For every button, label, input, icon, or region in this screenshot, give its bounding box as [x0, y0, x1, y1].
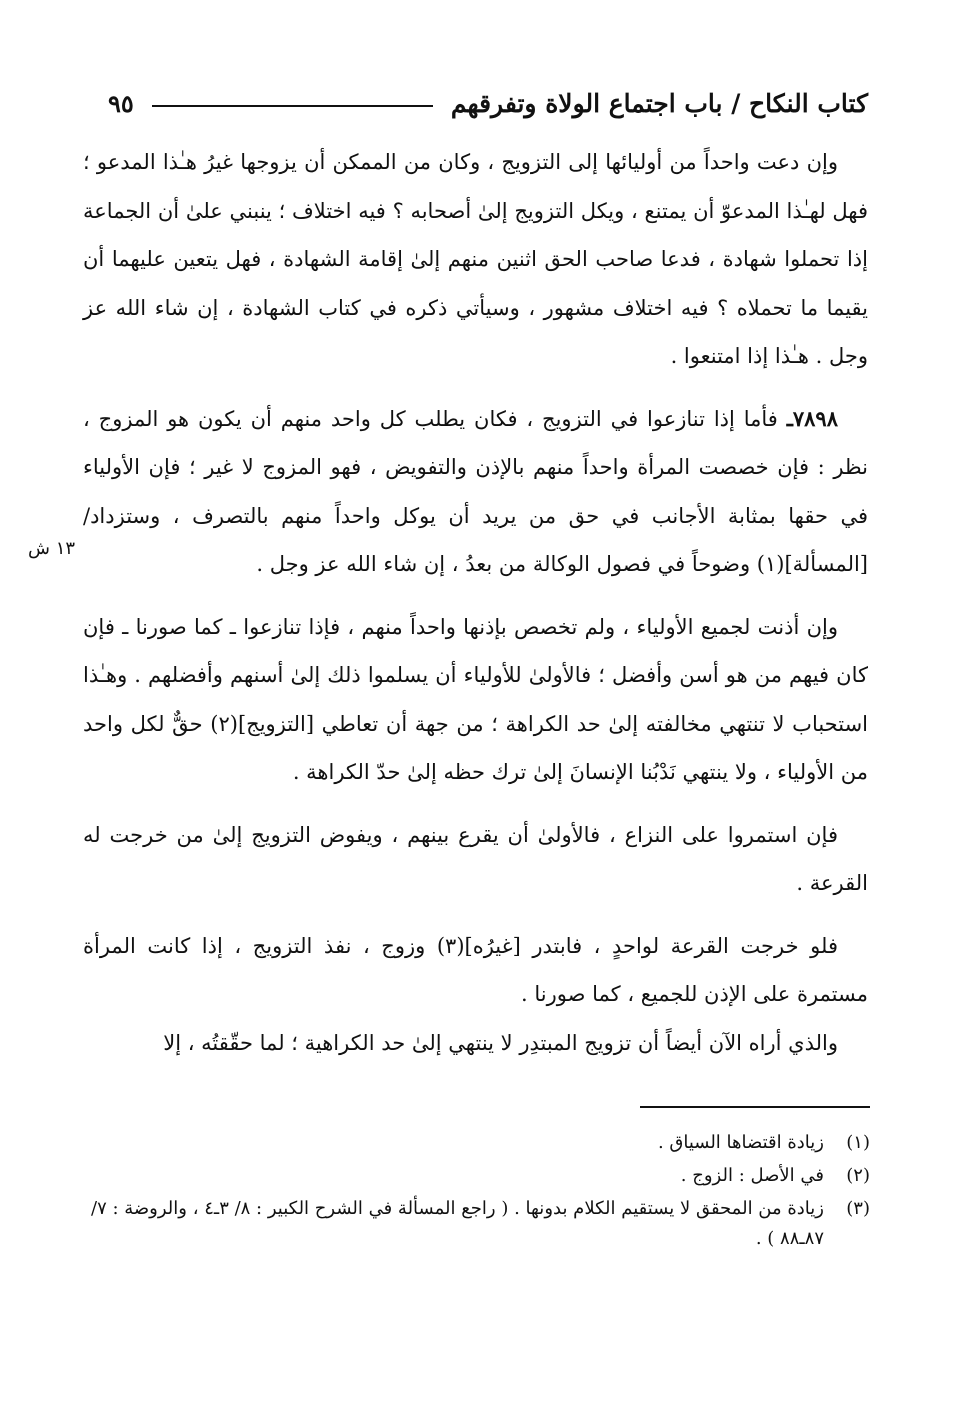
- main-text: [83, 138, 868, 1067]
- header-rule: [152, 105, 433, 107]
- running-title: كتاب النكاح / باب اجتماع الولاة وتفرقهم: [450, 88, 868, 118]
- paragraph-text: وإن أذنت لجميع الأولياء ، ولم تخصص بإذنها واحداً منهم ، فإذا تنازعوا ـ كما صورنا ـ فإن كان فيهم من هو أسن وأفضل ؛ فالأولىٰ للأولياء أن يسلموا ذلك إلىٰ أسنهم وأفضلهم . وهـٰذا استحباب لا تنتهي مخالفته إلىٰ حد الكراهة ؛ من جهة أن تعاطي [التزويج](٢) حقٌّ لكل واحد من الأولياء ، ولا ينتهي نَدْبُنا الإنسانَ إلىٰ ترك حظه إلىٰ حدّ الكراهة .: [83, 614, 868, 784]
- footnote: [85, 1194, 870, 1254]
- page-number: ٩٥: [108, 88, 134, 118]
- paragraph: [83, 603, 868, 797]
- footnote-separator: [640, 1106, 870, 1108]
- paragraph-text: فلو خرجت القرعة لواحدٍ ، فابتدر [غيرُه](٣) وزوج ، نفذ التزويج ، إذا كانت المرأة مستمرة على الإذن للجميع ، كما صورنا .: [83, 933, 868, 1006]
- footnote: [85, 1128, 870, 1158]
- paragraph: [83, 811, 868, 908]
- paragraph-text: وإن دعت واحداً من أوليائها إلى التزويج ، وكان من الممكن أن يزوجها غيرُ هـٰذا المدعو ؛ فهل لهـٰذا المدعوّ أن يمتنع ، ويكل التزويج إلىٰ أصحابه ؟ فيه اختلاف ؛ ينبني علىٰ أن الجماعة إذا تحملوا شهادة ، فدعا صاحب الحق اثنين منهم إلىٰ إقامة الشهادة ، فهل يتعين عليهما أن يقيما ما تحملاه ؟ فيه اختلاف مشهور ، وسيأتي ذكره في كتاب الشهادة ، إن شاء الله عز وجل . هـٰذا إذا امتنعوا .: [83, 150, 868, 368]
- footnote-text: زيادة من المحقق لا يستقيم الكلام بدونها . ( راجع المسألة في الشرح الكبير : ٨/ ٣ـ٤ ، والروضة : ٧/ ٨٧ـ٨٨ ) .: [90, 1198, 824, 1249]
- footnote-number: (١): [846, 1132, 870, 1153]
- margin-folio-note: ١٣ ش: [28, 538, 76, 559]
- paragraph-text: والذي أراه الآن أيضاً أن تزويج المبتدِر لا ينتهي إلىٰ حد الكراهية ؛ لما حقّقتُه ، إلا: [163, 1030, 838, 1055]
- footnote-number: (٣): [846, 1198, 870, 1219]
- page-header: [108, 83, 868, 123]
- footnote-text: زيادة اقتضاها السياق .: [657, 1132, 824, 1153]
- paragraph-text: فأما إذا تنازعوا في التزويج ، فكان يطلب كل واحد منهم أن يكون هو المزوج ، نظر : فإن خصصت المرأة واحداً منهم بالإذن والتفويض ، فهو المزوج لا غير ؛ فإن الأولياء في حقها بمثابة الأجانب في حق من يريد أن يوكل واحداً منهم بالتصرف ، وستزداد/ [المسألة](١) وضوحاً في فصول الوكالة من بعدُ ، إن شاء الله عز وجل .: [83, 406, 868, 576]
- footnote: [85, 1161, 870, 1191]
- paragraph-number: ٧٨٩٨ـ: [786, 405, 838, 431]
- paragraph: [83, 1019, 868, 1068]
- paragraph-text: فإن استمروا على النزاع ، فالأولىٰ أن يقرع بينهم ، ويفوض التزويج إلىٰ من خرجت له القرعة .: [83, 822, 868, 895]
- paragraph: [83, 395, 868, 589]
- footnote-text: في الأصل : الزوج .: [680, 1165, 824, 1186]
- paragraph: [83, 138, 868, 381]
- footnotes: [85, 1128, 870, 1257]
- paragraph: [83, 922, 868, 1019]
- footnote-number: (٢): [846, 1165, 870, 1186]
